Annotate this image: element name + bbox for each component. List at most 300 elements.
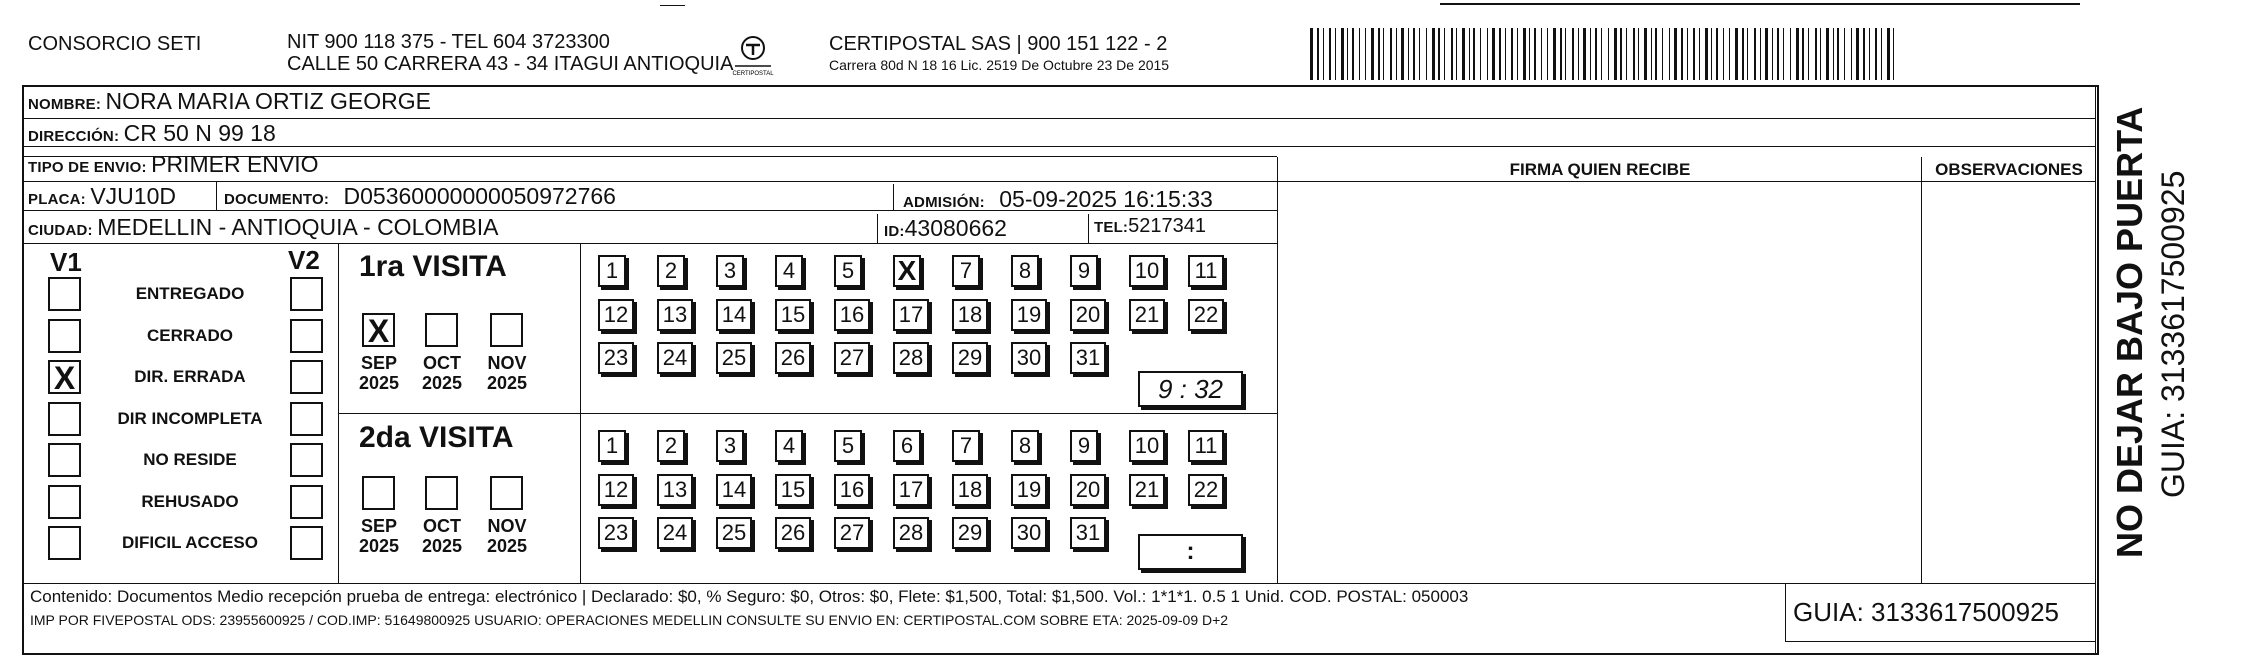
day-box-3[interactable] (716, 430, 744, 462)
footer-guia: GUIA: 3133617500925 (1793, 597, 2059, 627)
admision-label: ADMISIÓN: (903, 194, 985, 211)
v1-checkbox[interactable] (48, 277, 81, 311)
day-box-8[interactable] (1011, 255, 1039, 287)
month-year: 2025 (358, 536, 400, 556)
day-number: 19 (1016, 476, 1042, 502)
day-box-6[interactable] (893, 255, 921, 287)
v1-checkbox[interactable] (48, 485, 81, 519)
day-number: 16 (839, 476, 865, 502)
barcode-bar (1747, 28, 1748, 80)
barcode-bar (1511, 28, 1513, 80)
barcode-bar (1505, 28, 1506, 80)
day-number: 12 (603, 476, 629, 502)
barcode-bar (1674, 28, 1677, 80)
row-divider (22, 243, 1277, 244)
day-number: 12 (603, 301, 629, 327)
barcode-bar (1456, 28, 1457, 80)
day-box-25[interactable] (716, 342, 752, 374)
direccion-label: DIRECCIÓN: (28, 128, 120, 145)
barcode-bar (1413, 28, 1415, 80)
day-number: 27 (839, 345, 865, 370)
barcode-bar (1608, 28, 1609, 80)
barcode-bar (1729, 28, 1730, 80)
day-box-15[interactable] (775, 474, 811, 506)
observations-area[interactable] (1923, 182, 2094, 582)
day-number: 29 (957, 520, 983, 545)
barcode-bar (1335, 28, 1336, 80)
day-number: 26 (780, 345, 806, 370)
barcode-bar (1633, 28, 1635, 80)
day-number: 20 (1075, 301, 1101, 327)
day-number: 29 (957, 345, 983, 370)
barcode-bar (1553, 28, 1556, 80)
day-box-14[interactable] (716, 474, 752, 506)
barcode-bar (1408, 28, 1409, 80)
barcode-bar (1638, 28, 1639, 80)
v1-checkbox[interactable] (48, 402, 81, 436)
month-checkbox[interactable] (362, 313, 395, 347)
barcode-bar (1487, 28, 1488, 80)
day-box-6[interactable] (893, 430, 921, 462)
barcode-bar (1426, 28, 1427, 80)
day-box-20[interactable] (1070, 299, 1106, 331)
day-box-13[interactable] (657, 299, 693, 331)
nombre-label: NOMBRE: (28, 96, 102, 113)
day-box-29[interactable] (952, 342, 988, 374)
barcode-bar (1662, 28, 1663, 80)
day-box-15[interactable] (775, 299, 811, 331)
barcode-bar (1444, 28, 1445, 80)
barcode-bar (1705, 28, 1708, 80)
v1-checkbox[interactable] (48, 526, 81, 560)
month-label (482, 353, 532, 393)
v2-checkbox[interactable] (290, 402, 323, 436)
logo-icon (731, 33, 775, 77)
day-box-23[interactable] (598, 342, 634, 374)
v1-checkbox[interactable] (48, 443, 81, 477)
day-box-5[interactable] (834, 255, 862, 287)
day-box-30[interactable] (1011, 342, 1047, 374)
day-number: 27 (839, 520, 865, 545)
day-number: 23 (603, 345, 629, 370)
barcode-bar (1480, 28, 1481, 80)
visit-divider (338, 413, 1277, 414)
status-option-label: CERRADO (147, 325, 233, 345)
day-number: 22 (1193, 301, 1219, 327)
day-box-24[interactable] (657, 342, 693, 374)
address-line: CALLE 50 CARRERA 43 - 34 ITAGUI ANTIOQUIA (287, 53, 734, 75)
barcode-bar (1735, 28, 1738, 80)
day-box-12[interactable] (598, 474, 634, 506)
day-number: 7 (959, 433, 973, 458)
barcode-bar (1699, 28, 1700, 80)
svg-text:CERTIPOSTAL: CERTIPOSTAL (732, 71, 774, 77)
day-box-27[interactable] (834, 517, 870, 549)
barcode-bar (1820, 28, 1821, 80)
tipo-label: TIPO DE ENVIO: (28, 159, 147, 176)
direccion-value: CR 50 N 99 18 (123, 120, 276, 146)
day-box-30[interactable] (1011, 517, 1047, 549)
v2-label: V2 (288, 245, 320, 275)
row-divider (22, 146, 2095, 147)
day-number: 14 (721, 301, 747, 327)
footer-imp-line: IMP POR FIVEPOSTAL ODS: 23955600925 / COD.IMP: 51649800925 USUARIO: OPERACIONES MEDELLIN CONSULTE SU ENVIO EN: CERTIPOSTAL.COM SOBRE ETA: 2025-09-09 D+2 (30, 612, 1229, 628)
day-box-31[interactable] (1070, 517, 1106, 549)
day-number: 28 (898, 520, 924, 545)
day-number: 21 (1134, 476, 1160, 502)
scan-artifact (660, 5, 685, 6)
barcode-bar (1875, 28, 1877, 80)
barcode-bar (1772, 28, 1773, 80)
day-number: 14 (721, 476, 747, 502)
month-label (417, 353, 467, 393)
day-number: 3 (723, 258, 737, 283)
day-box-2[interactable] (657, 430, 685, 462)
barcode-bar (1881, 28, 1882, 80)
top-edge-line (1440, 3, 2080, 5)
tel-value: 5217341 (1128, 215, 1207, 237)
day-box-12[interactable] (598, 299, 634, 331)
month-checkbox[interactable] (425, 313, 458, 347)
day-box-11[interactable] (1188, 430, 1224, 462)
placa-row (28, 183, 176, 210)
barcode-bar (1837, 28, 1839, 80)
barcode-bar (1451, 28, 1453, 80)
barcode-bar (1541, 28, 1542, 80)
check-mark-icon: X (53, 360, 76, 396)
barcode-bar (1669, 28, 1670, 80)
day-number: 26 (780, 520, 806, 545)
barcode-bar (1742, 28, 1744, 80)
day-box-21[interactable] (1129, 299, 1165, 331)
month-label (482, 516, 532, 556)
v1-checkbox[interactable] (48, 360, 81, 394)
day-number: 10 (1134, 258, 1160, 283)
barcode-bar (1517, 28, 1518, 80)
day-number: 15 (780, 476, 806, 502)
day-number: 16 (839, 301, 865, 327)
day-box-23[interactable] (598, 517, 634, 549)
day-box-22[interactable] (1188, 474, 1224, 506)
day-box-25[interactable] (716, 517, 752, 549)
day-box-13[interactable] (657, 474, 693, 506)
barcode-bar (1359, 28, 1360, 80)
barcode-bar (1323, 28, 1324, 80)
barcode-bar (1547, 28, 1548, 80)
day-box-2[interactable] (657, 255, 685, 287)
v2-checkbox[interactable] (290, 443, 323, 477)
day-box-19[interactable] (1011, 474, 1047, 506)
license-line: Carrera 80d N 18 16 Lic. 2519 De Octubre 23 De 2015 (829, 57, 1170, 73)
day-number: 18 (957, 301, 983, 327)
barcode-bar (1371, 28, 1374, 80)
day-box-28[interactable] (893, 342, 929, 374)
barcode-bar (1716, 28, 1718, 80)
barcode-bar (1583, 28, 1586, 80)
month-year: 2025 (421, 536, 463, 556)
day-number: 2 (664, 258, 678, 283)
day-number: 17 (898, 301, 924, 327)
day-number: 28 (898, 345, 924, 370)
day-number: 15 (780, 301, 806, 327)
day-box-20[interactable] (1070, 474, 1106, 506)
tipo-row (28, 151, 319, 178)
tel-row (1094, 215, 1206, 238)
month-name: SEP (360, 516, 398, 536)
day-box-9[interactable] (1070, 255, 1098, 287)
day-number: 4 (782, 258, 796, 283)
month-year: 2025 (486, 373, 528, 393)
day-number: 5 (841, 433, 855, 458)
barcode-bar (1432, 28, 1435, 80)
barcode-bar (1844, 28, 1845, 80)
day-box-11[interactable] (1188, 255, 1224, 287)
barcode-bar (1614, 28, 1617, 80)
day-number: 3 (723, 433, 737, 458)
v2-checkbox[interactable] (290, 360, 323, 394)
barcode-bar (1863, 28, 1865, 80)
barcode-bar (1462, 28, 1465, 80)
barcode-bar (1856, 28, 1859, 80)
check-mark-icon: X (897, 255, 917, 286)
month-checkbox[interactable] (425, 476, 458, 510)
barcode-bar (1534, 28, 1536, 80)
barcode-bar (1651, 28, 1652, 80)
barcode (1310, 28, 1900, 80)
nombre-row (28, 88, 431, 115)
barcode-bar (1590, 28, 1591, 80)
status-option-label: DIR. ERRADA (134, 367, 246, 386)
barcode-bar (1693, 28, 1695, 80)
day-box-26[interactable] (775, 517, 811, 549)
signature-area[interactable] (1279, 182, 1920, 582)
barcode-bar (1808, 28, 1809, 80)
barcode-bar (1473, 28, 1475, 80)
barcode-bar (1681, 28, 1683, 80)
ciudad-value: MEDELLIN - ANTIOQUIA - COLOMBIA (97, 214, 499, 240)
visit1-time-box[interactable]: 9 : 32 (1138, 371, 1243, 407)
day-box-8[interactable] (1011, 430, 1039, 462)
id-row (884, 215, 1007, 242)
day-box-4[interactable] (775, 255, 803, 287)
barcode-bar (1352, 28, 1354, 80)
barcode-bar (1765, 28, 1768, 80)
day-box-21[interactable] (1129, 474, 1165, 506)
barcode-bar (1401, 28, 1404, 80)
barcode-bar (1469, 28, 1470, 80)
barcode-bar (1777, 28, 1779, 80)
documento-row (224, 183, 616, 210)
barcode-bar (1815, 28, 1817, 80)
barcode-bar (1329, 28, 1331, 80)
month-name: OCT (423, 516, 461, 536)
barcode-bar (1869, 28, 1870, 80)
day-number: 30 (1016, 520, 1042, 545)
v2-checkbox[interactable] (290, 526, 323, 560)
admision-value: 05-09-2025 16:15:33 (999, 186, 1213, 212)
barcode-bar (1565, 28, 1566, 80)
barcode-bar (1655, 28, 1657, 80)
barcode-bar (1595, 28, 1597, 80)
barcode-bar (1833, 28, 1834, 80)
month-year: 2025 (358, 373, 400, 393)
documento-label: DOCUMENTO: (224, 191, 330, 208)
month-name: NOV (487, 516, 527, 536)
day-box-18[interactable] (952, 474, 988, 506)
barcode-bar (1572, 28, 1574, 80)
day-number: 1 (605, 433, 619, 458)
day-box-29[interactable] (952, 517, 988, 549)
day-box-27[interactable] (834, 342, 870, 374)
direccion-row (28, 120, 276, 147)
v2-checkbox[interactable] (290, 277, 323, 311)
day-number: 11 (1194, 433, 1218, 458)
barcode-bar (1383, 28, 1384, 80)
visit2-time-box[interactable]: : (1138, 534, 1243, 570)
barcode-bar (1620, 28, 1622, 80)
barcode-bar (1317, 28, 1319, 80)
status-option-label: REHUSADO (141, 491, 239, 511)
check-mark-icon: X (367, 313, 390, 349)
day-number: 1 (605, 258, 619, 283)
status-option-label: NO RESIDE (143, 450, 237, 469)
v2-checkbox[interactable] (290, 319, 323, 353)
barcode-bar (1851, 28, 1852, 80)
day-number: 18 (957, 476, 983, 502)
barcode-bar (1390, 28, 1392, 80)
day-number: 9 (1077, 433, 1091, 458)
day-box-31[interactable] (1070, 342, 1106, 374)
barcode-bar (1578, 28, 1579, 80)
day-box-7[interactable] (952, 430, 980, 462)
ciudad-row (28, 214, 499, 241)
barcode-bar (1760, 28, 1761, 80)
month-label (354, 516, 404, 556)
barcode-bar (1687, 28, 1688, 80)
side-divider (2095, 85, 2096, 655)
day-box-16[interactable] (834, 299, 870, 331)
day-number: 24 (662, 520, 688, 545)
obs-left-border (1921, 157, 1922, 583)
day-box-18[interactable] (952, 299, 988, 331)
certipostal-logo (731, 33, 775, 77)
day-box-3[interactable] (716, 255, 744, 287)
v1-checkbox[interactable] (48, 319, 81, 353)
visit2-title: 2da VISITA (359, 421, 514, 454)
day-number: 8 (1018, 433, 1032, 458)
barcode-bar (1523, 28, 1526, 80)
nit-line: NIT 900 118 375 - TEL 604 3723300 (287, 31, 610, 53)
barcode-bar (1378, 28, 1380, 80)
day-number: 23 (603, 520, 629, 545)
month-label (354, 353, 404, 393)
day-number: 21 (1134, 301, 1160, 327)
day-box-4[interactable] (775, 430, 803, 462)
day-number: 31 (1075, 520, 1101, 545)
day-box-5[interactable] (834, 430, 862, 462)
barcode-bar (1887, 28, 1890, 80)
day-number: 8 (1018, 258, 1032, 283)
day-number: 9 (1077, 258, 1091, 283)
day-box-17[interactable] (893, 474, 929, 506)
day-number: 25 (721, 520, 747, 545)
month-checkbox[interactable] (490, 476, 523, 510)
day-box-19[interactable] (1011, 299, 1047, 331)
tel-label: TEL: (1094, 219, 1129, 236)
day-number: 4 (782, 433, 796, 458)
barcode-bar (1601, 28, 1602, 80)
barcode-bar (1499, 28, 1501, 80)
barcode-bar (1796, 28, 1799, 80)
day-box-10[interactable] (1129, 430, 1165, 462)
visit1-title: 1ra VISITA (359, 250, 507, 283)
month-year: 2025 (486, 536, 528, 556)
day-box-14[interactable] (716, 299, 752, 331)
barcode-bar (1644, 28, 1647, 80)
barcode-bar (1560, 28, 1562, 80)
day-box-10[interactable] (1129, 255, 1165, 287)
barcode-bar (1711, 28, 1712, 80)
barcode-bar (1492, 28, 1495, 80)
id-value: 43080662 (904, 215, 1007, 241)
day-box-16[interactable] (834, 474, 870, 506)
barcode-bar (1626, 28, 1627, 80)
visit-column-divider (580, 243, 581, 583)
certipostal-line: CERTIPOSTAL SAS | 900 151 122 - 2 (829, 33, 1168, 55)
day-box-24[interactable] (657, 517, 693, 549)
barcode-bar (1790, 28, 1791, 80)
month-name: NOV (487, 353, 527, 373)
barcode-bar (1783, 28, 1784, 80)
status-option-label: DIR INCOMPLETA (117, 408, 263, 428)
barcode-bar (1310, 28, 1313, 80)
barcode-bar (1826, 28, 1829, 80)
no-dejar-text: NO DEJAR BAJO PUERTA (2109, 106, 2150, 558)
day-box-9[interactable] (1070, 430, 1098, 462)
day-box-7[interactable] (952, 255, 980, 287)
admision-row (903, 186, 1213, 213)
day-number: 31 (1075, 345, 1101, 370)
barcode-bar (1419, 28, 1420, 80)
day-box-1[interactable] (598, 430, 626, 462)
ciudad-label: CIUDAD: (28, 222, 93, 239)
day-number: 30 (1016, 345, 1042, 370)
day-box-17[interactable] (893, 299, 929, 331)
day-box-26[interactable] (775, 342, 811, 374)
id-label: ID: (884, 223, 905, 240)
side-guia-text: GUIA: 3133617500925 (2155, 170, 2191, 498)
month-checkbox[interactable] (362, 476, 395, 510)
day-box-28[interactable] (893, 517, 929, 549)
v2-checkbox[interactable] (290, 485, 323, 519)
barcode-bar (1893, 28, 1894, 80)
company-name: CONSORCIO SETI (28, 33, 202, 55)
month-label (417, 516, 467, 556)
day-number: 6 (900, 433, 914, 458)
month-name: OCT (423, 353, 461, 373)
tipo-value: PRIMER ENVIO (151, 151, 319, 177)
observaciones-header: OBSERVACIONES (1935, 160, 2083, 179)
barcode-bar (1341, 28, 1344, 80)
footer-content-line: Contenido: Documentos Medio recepción prueba de entrega: electrónico | Declarado: $0, % Seguro: $0, Otros: $0, Flete: $1,500, Total: $1,500. Vol.: 1*1*1. 0.5 1 Unid. COD. POSTAL: 050003 (30, 587, 1469, 606)
barcode-graphic (1310, 28, 1900, 80)
day-box-22[interactable] (1188, 299, 1224, 331)
day-box-1[interactable] (598, 255, 626, 287)
status-option-label: ENTREGADO (135, 284, 245, 303)
day-number: 11 (1194, 258, 1218, 283)
status-option-label: DIFICIL ACCESO (121, 533, 258, 552)
month-checkbox[interactable] (490, 313, 523, 347)
